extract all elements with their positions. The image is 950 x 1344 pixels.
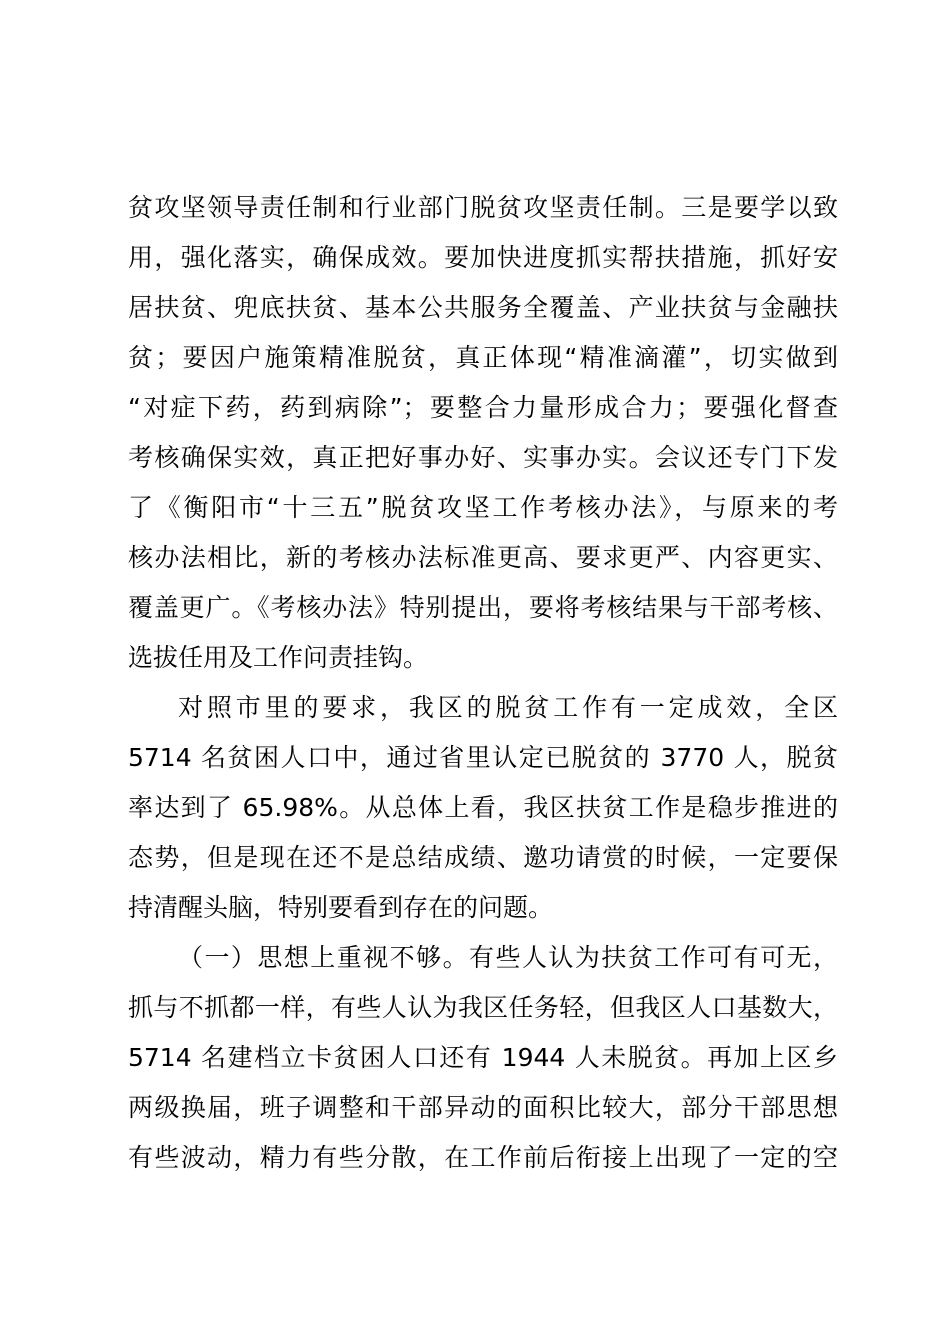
text-line: 持清醒头脑，特别要看到存在的问题。 — [128, 893, 554, 922]
body-text — [128, 183, 838, 1183]
text-line: 有些波动，精力有些分散，在工作前后衔接上出现了一定的空 — [128, 1143, 838, 1172]
text-line: 5714 名建档立卡贫困人口还有 1944 人未脱贫。再加上区乡 — [128, 1043, 838, 1072]
text-line: 了《衡阳市“十三五”脱贫攻坚工作考核办法》，与原来的考 — [128, 493, 838, 522]
text-line: 对照市里的要求，我区的脱贫工作有一定成效，全区 — [178, 693, 838, 722]
text-line: 5714 名贫困人口中，通过省里认定已脱贫的 3770 人，脱贫 — [128, 743, 838, 772]
text-line: 居扶贫、兜底扶贫、基本公共服务全覆盖、产业扶贫与金融扶 — [128, 293, 838, 322]
text-line: 抓与不抓都一样，有些人认为我区任务轻，但我区人口基数大， — [128, 993, 838, 1022]
text-line: “对症下药，药到病除”；要整合力量形成合力；要强化督查 — [128, 393, 838, 422]
text-line: 核办法相比，新的考核办法标准更高、要求更严、内容更实、 — [128, 543, 838, 572]
text-line: 贫攻坚领导责任制和行业部门脱贫攻坚责任制。三是要学以致 — [128, 193, 838, 222]
text-line: （一）思想上重视不够。有些人认为扶贫工作可有可无， — [178, 943, 838, 972]
text-line: 选拔任用及工作问责挂钩。 — [128, 643, 429, 672]
text-line: 贫；要因户施策精准脱贫，真正体现“精准滴灌”，切实做到 — [128, 343, 838, 372]
text-line: 两级换届，班子调整和干部异动的面积比较大，部分干部思想 — [128, 1093, 838, 1122]
text-line: 用，强化落实，确保成效。要加快进度抓实帮扶措施，抓好安 — [128, 243, 838, 272]
text-line: 覆盖更广。《考核办法》特别提出，要将考核结果与干部考核、 — [128, 593, 838, 622]
text-line: 态势，但是现在还不是总结成绩、邀功请赏的时候，一定要保 — [128, 843, 838, 872]
text-line: 考核确保实效，真正把好事办好、实事办实。会议还专门下发 — [128, 443, 838, 472]
text-line: 率达到了 65.98%。从总体上看，我区扶贫工作是稳步推进的 — [128, 793, 838, 822]
